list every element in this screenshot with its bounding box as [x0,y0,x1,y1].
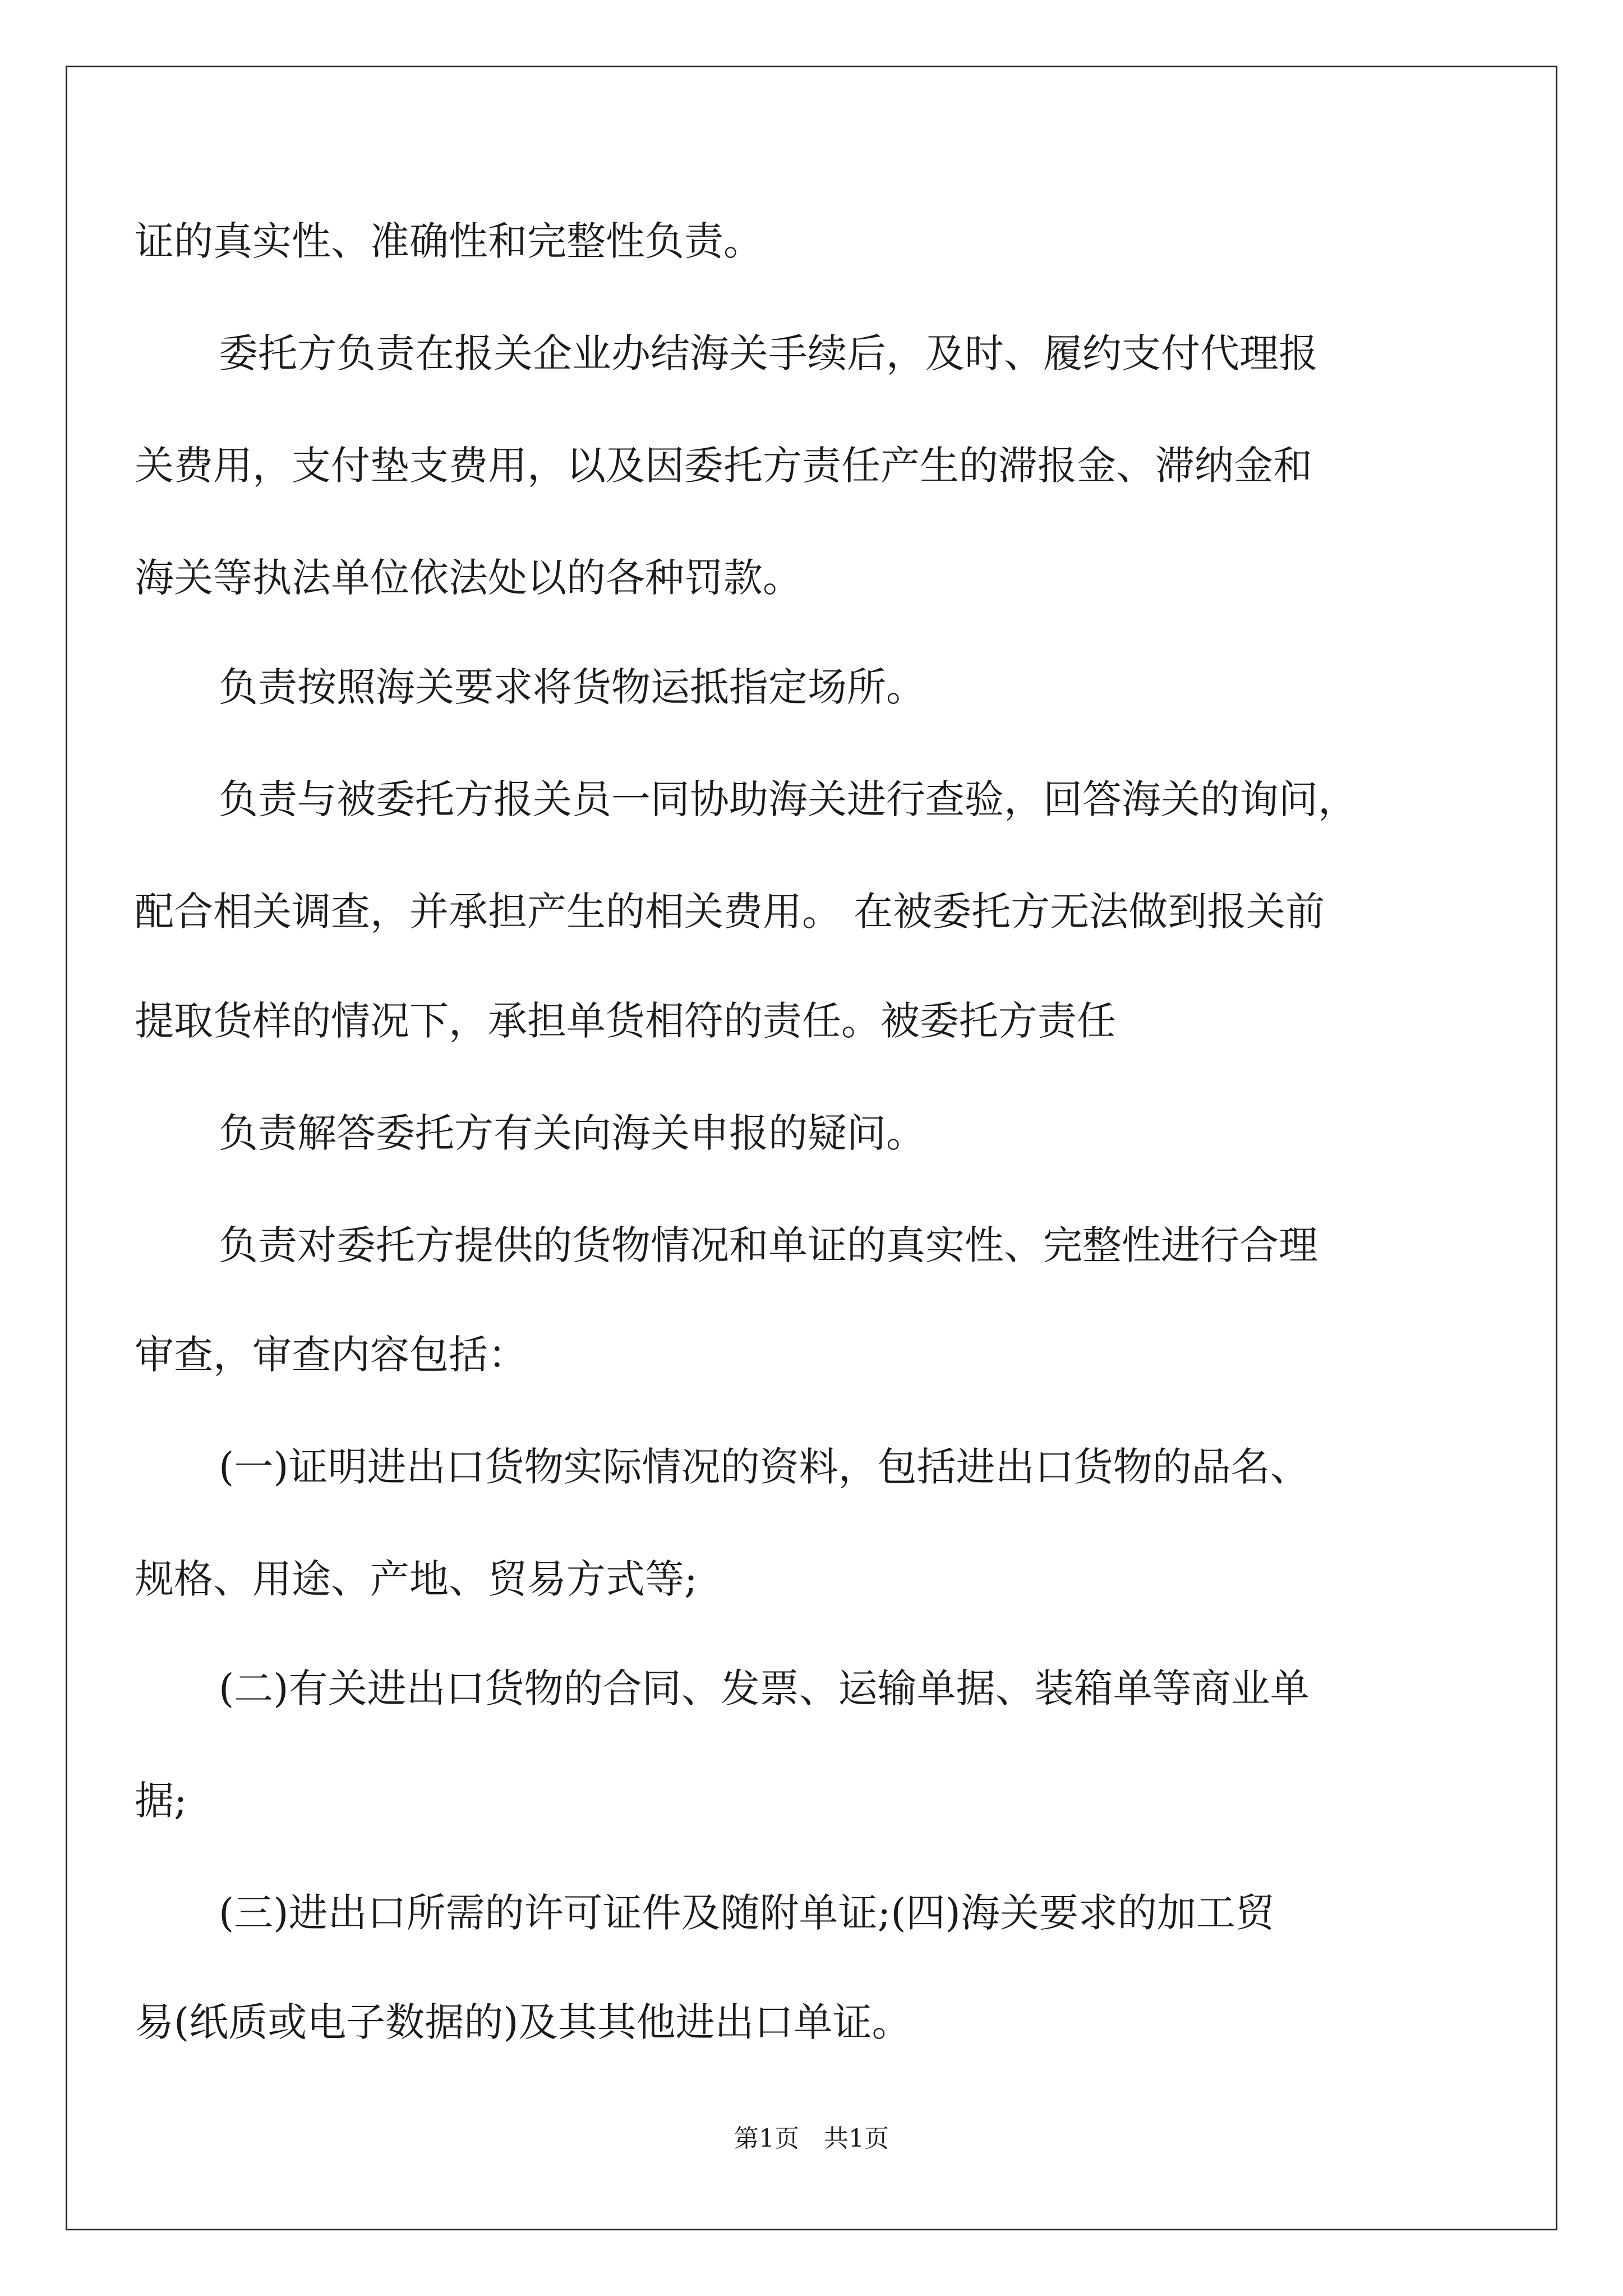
text-line: 审查，审查内容包括： [135,1332,527,1378]
text-line: (三)进出口所需的许可证件及随附单证;(四)海关要求的加工贸 [219,1890,1275,1936]
text-line: 规格、用途、产地、贸易方式等; [135,1556,698,1602]
page-total: 共1页 [824,2124,889,2153]
text-line: 负责对委托方提供的货物情况和单证的真实性、完整性进行合理 [219,1222,1318,1268]
text-line: 负责解答委托方有关向海关申报的疑问。 [219,1110,925,1156]
text-line: 海关等执法单位依法处以的各种罚款。 [135,555,802,601]
text-line: 证的真实性、准确性和完整性负责。 [135,218,763,264]
text-line: (一)证明进出口货物实际情况的资料，包括进出口货物的品名、 [219,1444,1310,1490]
page-footer [0,2122,1623,2156]
text-line: (二)有关进出口货物的合同、发票、运输单据、装箱单等商业单 [219,1665,1310,1711]
text-line: 负责按照海关要求将货物运抵指定场所。 [219,664,925,710]
text-line: 据; [135,1778,187,1824]
text-line: 配合相关调查，并承担产生的相关费用。 在被委托方无法做到报关前 [135,889,1325,935]
page-number: 第1页 [734,2124,799,2153]
text-line: 提取货样的情况下，承担单货相符的责任。被委托方责任 [135,998,1116,1044]
text-line: 易(纸质或电子数据的)及其其他进出口单证。 [135,1999,911,2045]
text-line: 委托方负责在报关企业办结海关手续后，及时、履约支付代理报 [219,330,1318,376]
text-line: 负责与被委托方报关员一同协助海关进行查验，回答海关的询问， [219,776,1357,822]
text-line: 关费用，支付垫支费用，以及因委托方责任产生的滞报金、滞纳金和 [135,443,1312,489]
